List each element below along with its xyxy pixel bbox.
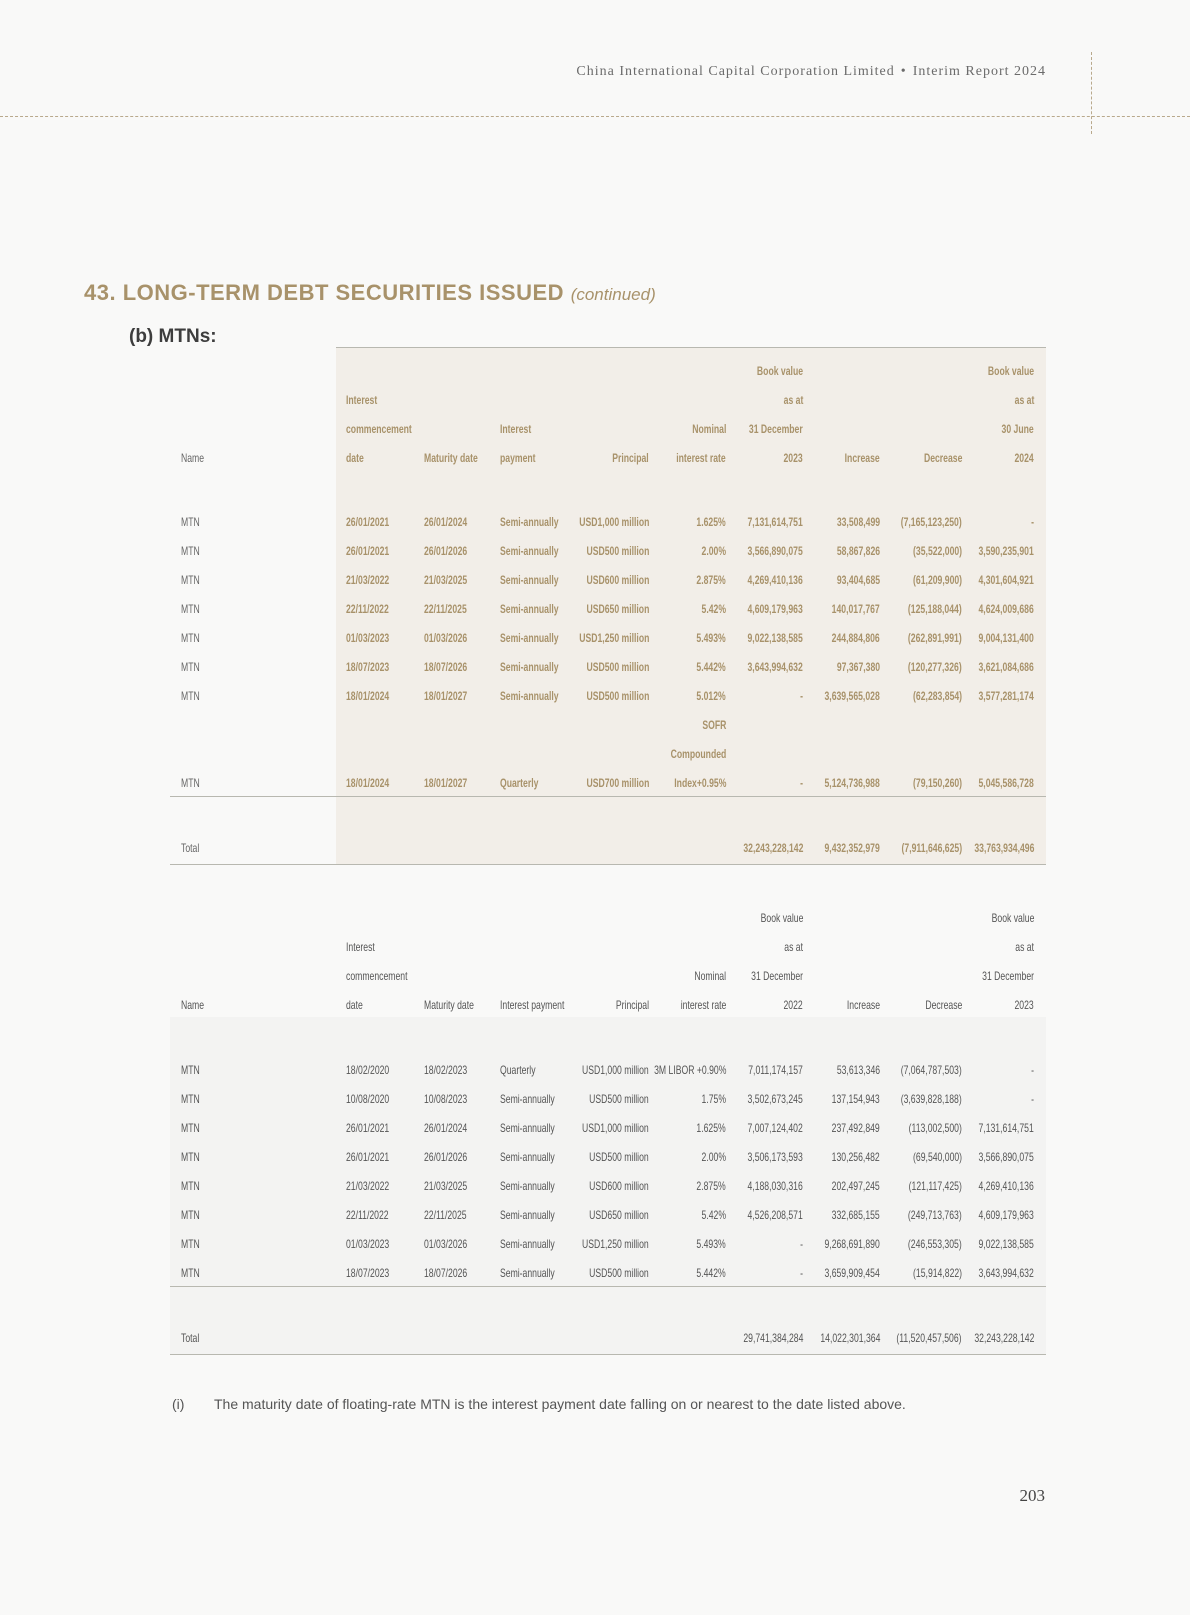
table-row: [170, 1237, 1046, 1257]
decrease-cell: (15,914,822): [912, 1266, 962, 1280]
table-row: [170, 631, 1046, 651]
increase-cell: 58,867,826: [836, 544, 880, 558]
nominal-rate-cell: 5.42%: [701, 1208, 726, 1222]
maturity-date-cell: 18/01/2027: [424, 776, 468, 790]
maturity-date-cell: 18/02/2023: [424, 1063, 468, 1077]
page-number: 203: [1019, 1486, 1045, 1505]
principal-cell: USD600 million: [589, 1179, 649, 1193]
name-cell: MTN: [181, 631, 200, 645]
maturity-date-cell: 22/11/2025: [424, 1208, 467, 1222]
commencement-date-cell: 21/03/2022: [346, 1179, 390, 1193]
interest-payment-cell: Semi-annually: [500, 1150, 555, 1164]
book-value-open-cell: as at: [784, 940, 803, 954]
book-value-close-cell: 9,022,138,585: [978, 1237, 1034, 1251]
commencement-date-cell: 22/11/2022: [346, 602, 389, 616]
nominal-rate-cell: interest rate: [676, 451, 726, 465]
decrease-cell: (11,520,457,506): [896, 1331, 962, 1345]
nominal-rate-cell: 5.442%: [696, 660, 726, 674]
nominal-rate-cell: 5.42%: [701, 602, 726, 616]
increase-cell: 97,367,380: [836, 660, 880, 674]
commencement-date-cell: commencement: [346, 969, 408, 983]
book-value-close-cell: Book value: [991, 911, 1034, 925]
principal-cell: USD1,000 million: [582, 1063, 649, 1077]
table-row: [170, 1150, 1046, 1170]
interest-payment-cell: Semi-annually: [500, 1121, 555, 1135]
report-name: Interim Report 2024: [912, 64, 1046, 79]
book-value-close-cell: 31 December: [982, 969, 1034, 983]
interest-payment-cell: Interest payment: [500, 998, 565, 1012]
decrease-cell: (69,540,000): [912, 1150, 962, 1164]
maturity-date-cell: 01/03/2026: [424, 1237, 468, 1251]
maturity-date-cell: 21/03/2025: [424, 573, 468, 587]
nominal-rate-cell: 1.75%: [701, 1092, 726, 1106]
maturity-date-cell: 26/01/2026: [424, 544, 468, 558]
company-name: China International Capital Corporation Limited: [576, 64, 895, 79]
name-cell: Total: [181, 841, 200, 855]
principal-cell: USD500 million: [589, 1092, 649, 1106]
maturity-date-cell: 26/01/2026: [424, 1150, 468, 1164]
decrease-cell: (79,150,260): [912, 776, 962, 790]
maturity-date-cell: Maturity date: [424, 451, 478, 465]
principal-cell: USD500 million: [589, 1150, 649, 1164]
running-header: [576, 64, 1046, 80]
interest-payment-cell: Semi-annually: [500, 1179, 555, 1193]
commencement-date-cell: 26/01/2021: [346, 1150, 390, 1164]
name-cell: Name: [181, 998, 205, 1012]
rows-rule: [170, 796, 1046, 797]
book-value-open-cell: 4,188,030,316: [747, 1179, 803, 1193]
book-value-open-cell: 3,566,890,075: [747, 544, 803, 558]
book-value-close-cell: 3,590,235,901: [978, 544, 1034, 558]
commencement-date-cell: 26/01/2021: [346, 515, 390, 529]
increase-cell: 93,404,685: [836, 573, 880, 587]
increase-cell: 9,268,691,890: [824, 1237, 880, 1251]
book-value-close-cell: 4,301,604,921: [978, 573, 1034, 587]
book-value-close-cell: 4,609,179,963: [978, 1208, 1034, 1222]
book-value-close-cell: 30 June: [1001, 422, 1034, 436]
book-value-open-cell: 3,502,673,245: [747, 1092, 803, 1106]
book-value-open-cell: -: [800, 689, 803, 703]
decrease-cell: (7,911,646,625): [901, 841, 962, 855]
book-value-close-cell: -: [1031, 515, 1034, 529]
principal-cell: USD500 million: [586, 660, 649, 674]
interest-payment-cell: Semi-annually: [500, 1266, 555, 1280]
name-cell: Total: [181, 1331, 200, 1345]
interest-payment-cell: Quarterly: [500, 1063, 536, 1077]
table-row: [170, 515, 1046, 535]
book-value-close-cell: 7,131,614,751: [978, 1121, 1034, 1135]
book-value-close-cell: 32,243,228,142: [973, 1331, 1034, 1345]
name-cell: MTN: [181, 660, 200, 674]
increase-cell: 244,884,806: [831, 631, 880, 645]
nominal-rate-cell: 3M LIBOR +0.90%: [653, 1063, 726, 1077]
book-value-open-cell: 2023: [783, 451, 803, 465]
interest-payment-cell: Semi-annually: [500, 602, 559, 616]
decrease-cell: (61,209,900): [912, 573, 962, 587]
header-cell: [170, 393, 1046, 413]
book-value-open-cell: 7,007,124,402: [747, 1121, 803, 1135]
decrease-cell: (3,639,828,188): [900, 1092, 962, 1106]
section-title-text: 43. LONG-TERM DEBT SECURITIES ISSUED: [84, 280, 565, 305]
nominal-rate-cell: 5.442%: [696, 1266, 726, 1280]
table-row: [170, 1266, 1046, 1286]
name-cell: MTN: [181, 1237, 200, 1251]
increase-cell: 3,659,909,454: [824, 1266, 880, 1280]
maturity-date-cell: 01/03/2026: [424, 631, 468, 645]
interest-payment-cell: Semi-annually: [500, 544, 559, 558]
name-cell: Name: [181, 451, 205, 465]
book-value-open-cell: 9,022,138,585: [747, 631, 803, 645]
nominal-rate-cell: Compounded: [670, 747, 726, 761]
principal-cell: USD1,250 million: [578, 631, 649, 645]
commencement-date-cell: 22/11/2022: [346, 1208, 389, 1222]
book-value-close-cell: as at: [1014, 393, 1034, 407]
nominal-rate-cell: Index+0.95%: [673, 776, 726, 790]
book-value-open-cell: 29,741,384,284: [742, 1331, 803, 1345]
principal-cell: USD650 million: [589, 1208, 649, 1222]
nominal-rate-cell: 1.625%: [696, 1121, 726, 1135]
interest-payment-cell: Semi-annually: [500, 515, 559, 529]
commencement-date-cell: 18/07/2023: [346, 1266, 390, 1280]
increase-cell: 202,497,245: [831, 1179, 880, 1193]
continued-label: (continued): [570, 285, 656, 304]
commencement-date-cell: 10/08/2020: [346, 1092, 390, 1106]
footnote: [172, 1396, 906, 1412]
book-value-close-cell: 5,045,586,728: [978, 776, 1034, 790]
table-row: [170, 776, 1046, 796]
commencement-date-cell: 21/03/2022: [346, 573, 390, 587]
commencement-date-cell: 01/03/2023: [346, 631, 390, 645]
maturity-date-cell: 26/01/2024: [424, 515, 468, 529]
total-row: [170, 1331, 1046, 1351]
header-cell: [170, 911, 1046, 931]
interest-payment-cell: Quarterly: [500, 776, 539, 790]
interest-payment-cell: Semi-annually: [500, 1237, 555, 1251]
increase-cell: 237,492,849: [831, 1121, 880, 1135]
interest-payment-cell: payment: [500, 451, 536, 465]
principal-cell: USD1,250 million: [582, 1237, 649, 1251]
book-value-close-cell: 4,624,009,686: [978, 602, 1034, 616]
name-cell: MTN: [181, 573, 200, 587]
book-value-close-cell: 3,621,084,686: [978, 660, 1034, 674]
commencement-date-cell: 01/03/2023: [346, 1237, 390, 1251]
nominal-rate-cell: 2.875%: [696, 1179, 726, 1193]
book-value-open-cell: 31 December: [749, 422, 803, 436]
book-value-close-cell: 2023: [1014, 998, 1034, 1012]
decrease-cell: (113,002,500): [908, 1121, 962, 1135]
book-value-open-cell: -: [800, 776, 803, 790]
nominal-rate-cell: Nominal: [691, 422, 726, 436]
table-row: [170, 689, 1046, 709]
interest-payment-cell: Semi-annually: [500, 631, 559, 645]
increase-cell: 137,154,943: [831, 1092, 880, 1106]
principal-cell: USD500 million: [589, 1266, 649, 1280]
table-row: [170, 1208, 1046, 1228]
maturity-date-cell: 22/11/2025: [424, 602, 467, 616]
book-value-close-cell: 3,643,994,632: [978, 1266, 1034, 1280]
nominal-rate-cell: 5.012%: [696, 689, 726, 703]
decrease-cell: (125,188,044): [908, 602, 962, 616]
nominal-rate-cell: 5.493%: [696, 1237, 726, 1251]
principal-cell: USD600 million: [586, 573, 649, 587]
book-value-close-cell: -: [1031, 1063, 1034, 1077]
interest-payment-cell: Semi-annually: [500, 1208, 555, 1222]
maturity-date-cell: 18/07/2026: [424, 1266, 468, 1280]
book-value-open-cell: 32,243,228,142: [742, 841, 803, 855]
name-cell: MTN: [181, 1063, 200, 1077]
name-cell: MTN: [181, 689, 200, 703]
footnote-text: The maturity date of floating-rate MTN is the interest payment date falling on or nearest to the date listed above.: [214, 1396, 906, 1412]
mtn-table-2024: [170, 347, 1046, 865]
increase-cell: Increase: [844, 451, 880, 465]
book-value-close-cell: -: [1031, 1092, 1034, 1106]
maturity-date-cell: 18/01/2027: [424, 689, 468, 703]
name-cell: MTN: [181, 602, 200, 616]
decrease-cell: Decrease: [925, 998, 962, 1012]
header-cell: [170, 422, 1046, 442]
commencement-date-cell: Interest: [346, 393, 378, 407]
interest-payment-cell: Semi-annually: [500, 660, 559, 674]
commencement-date-cell: date: [346, 451, 364, 465]
principal-cell: USD650 million: [586, 602, 649, 616]
nominal-rate-cell: 2.00%: [701, 544, 726, 558]
decrease-cell: (121,117,425): [908, 1179, 962, 1193]
interest-payment-cell: Interest: [500, 422, 532, 436]
decrease-cell: (246,553,305): [908, 1237, 962, 1251]
table-row: [170, 1063, 1046, 1083]
principal-cell: Principal: [615, 998, 649, 1012]
book-value-close-cell: 33,763,934,496: [973, 841, 1034, 855]
maturity-date-cell: 26/01/2024: [424, 1121, 468, 1135]
book-value-open-cell: 31 December: [751, 969, 803, 983]
name-cell: MTN: [181, 1266, 200, 1280]
increase-cell: 14,022,301,364: [819, 1331, 880, 1345]
maturity-date-cell: 21/03/2025: [424, 1179, 468, 1193]
book-value-open-cell: 2022: [783, 998, 803, 1012]
table-row: [170, 573, 1046, 593]
book-value-close-cell: 4,269,410,136: [978, 1179, 1034, 1193]
header-cell: [170, 451, 1046, 471]
book-value-close-cell: as at: [1015, 940, 1034, 954]
book-value-open-cell: 4,609,179,963: [747, 602, 803, 616]
commencement-date-cell: 26/01/2021: [346, 544, 390, 558]
name-cell: MTN: [181, 1092, 200, 1106]
increase-cell: 33,508,499: [836, 515, 880, 529]
table-row: [170, 660, 1046, 680]
decrease-cell: Decrease: [923, 451, 962, 465]
decrease-cell: (35,522,000): [912, 544, 962, 558]
increase-cell: 53,613,346: [836, 1063, 880, 1077]
header-cell: [170, 969, 1046, 989]
name-cell: MTN: [181, 776, 200, 790]
nominal-rate-cell: Nominal: [694, 969, 726, 983]
commencement-date-cell: commencement: [346, 422, 412, 436]
header-tick: [1091, 52, 1092, 134]
principal-cell: USD700 million: [586, 776, 649, 790]
book-value-open-cell: 7,131,614,751: [747, 515, 803, 529]
name-cell: MTN: [181, 1179, 200, 1193]
commencement-date-cell: 26/01/2021: [346, 1121, 390, 1135]
name-cell: MTN: [181, 1208, 200, 1222]
name-cell: MTN: [181, 544, 200, 558]
principal-cell: Principal: [612, 451, 649, 465]
decrease-cell: (249,713,763): [908, 1208, 962, 1222]
total-rule: [170, 864, 1046, 865]
header-cell: [170, 364, 1046, 384]
book-value-close-cell: 2024: [1014, 451, 1034, 465]
book-value-open-cell: 4,269,410,136: [747, 573, 803, 587]
footnote-marker: (i): [172, 1396, 185, 1412]
commencement-date-cell: Interest: [346, 940, 375, 954]
table-row: [170, 602, 1046, 622]
mtn-table-2023: [170, 895, 1046, 1355]
rows-rule: [170, 1286, 1046, 1287]
book-value-close-cell: 3,566,890,075: [978, 1150, 1034, 1164]
principal-cell: USD500 million: [586, 544, 649, 558]
principal-cell: USD500 million: [586, 689, 649, 703]
commencement-date-cell: date: [346, 998, 363, 1012]
table-top-rule: [336, 347, 1046, 348]
decrease-cell: (7,165,123,250): [900, 515, 962, 529]
increase-cell: Increase: [846, 998, 880, 1012]
table-row: [170, 1092, 1046, 1112]
nominal-rate-cell: interest rate: [680, 998, 726, 1012]
nominal-rate-cell: SOFR: [701, 718, 726, 732]
name-cell: MTN: [181, 515, 200, 529]
commencement-date-cell: 18/07/2023: [346, 660, 390, 674]
book-value-open-cell: 7,011,174,157: [748, 1063, 803, 1077]
header-cell: [170, 940, 1046, 960]
decrease-cell: (120,277,326): [908, 660, 962, 674]
increase-cell: 3,639,565,028: [824, 689, 880, 703]
maturity-date-cell: Maturity date: [424, 998, 474, 1012]
book-value-open-cell: as at: [783, 393, 803, 407]
book-value-open-cell: 4,526,208,571: [747, 1208, 803, 1222]
maturity-date-cell: 18/07/2026: [424, 660, 468, 674]
total-rule: [170, 1354, 1046, 1355]
separator: •: [900, 64, 907, 79]
increase-cell: 332,685,155: [831, 1208, 880, 1222]
table-row: [170, 544, 1046, 564]
book-value-open-cell: 3,506,173,593: [747, 1150, 803, 1164]
name-cell: MTN: [181, 1150, 200, 1164]
book-value-close-cell: Book value: [987, 364, 1034, 378]
nominal-rate-cell: 2.00%: [701, 1150, 726, 1164]
book-value-open-cell: -: [800, 1266, 803, 1280]
interest-payment-cell: Semi-annually: [500, 573, 559, 587]
header-cell: [170, 998, 1046, 1018]
book-value-open-cell: 3,643,994,632: [747, 660, 803, 674]
interest-payment-cell: Semi-annually: [500, 689, 559, 703]
increase-cell: 140,017,767: [831, 602, 880, 616]
section-title: [84, 280, 656, 306]
maturity-date-cell: 10/08/2023: [424, 1092, 468, 1106]
total-row: [170, 841, 1046, 861]
decrease-cell: (262,891,991): [908, 631, 962, 645]
interest-payment-cell: Semi-annually: [500, 1092, 555, 1106]
increase-cell: 130,256,482: [831, 1150, 880, 1164]
nominal-rate-cell: 5.493%: [696, 631, 726, 645]
commencement-date-cell: 18/02/2020: [346, 1063, 390, 1077]
table-row-continuation: [170, 718, 1046, 738]
commencement-date-cell: 18/01/2024: [346, 776, 390, 790]
increase-cell: 9,432,352,979: [824, 841, 880, 855]
table-row-continuation: [170, 747, 1046, 767]
table-row: [170, 1121, 1046, 1141]
nominal-rate-cell: 2.875%: [696, 573, 726, 587]
book-value-close-cell: 3,577,281,174: [978, 689, 1034, 703]
table-row: [170, 1179, 1046, 1199]
book-value-open-cell: Book value: [760, 911, 803, 925]
header-divider: [0, 116, 1190, 117]
nominal-rate-cell: 1.625%: [696, 515, 726, 529]
book-value-open-cell: Book value: [756, 364, 803, 378]
principal-cell: USD1,000 million: [578, 515, 649, 529]
commencement-date-cell: 18/01/2024: [346, 689, 390, 703]
decrease-cell: (62,283,854): [912, 689, 962, 703]
book-value-open-cell: -: [800, 1237, 803, 1251]
name-cell: MTN: [181, 1121, 200, 1135]
subsection-title: (b) MTNs:: [129, 326, 217, 347]
book-value-close-cell: 9,004,131,400: [978, 631, 1034, 645]
principal-cell: USD1,000 million: [582, 1121, 649, 1135]
increase-cell: 5,124,736,988: [824, 776, 880, 790]
decrease-cell: (7,064,787,503): [900, 1063, 962, 1077]
